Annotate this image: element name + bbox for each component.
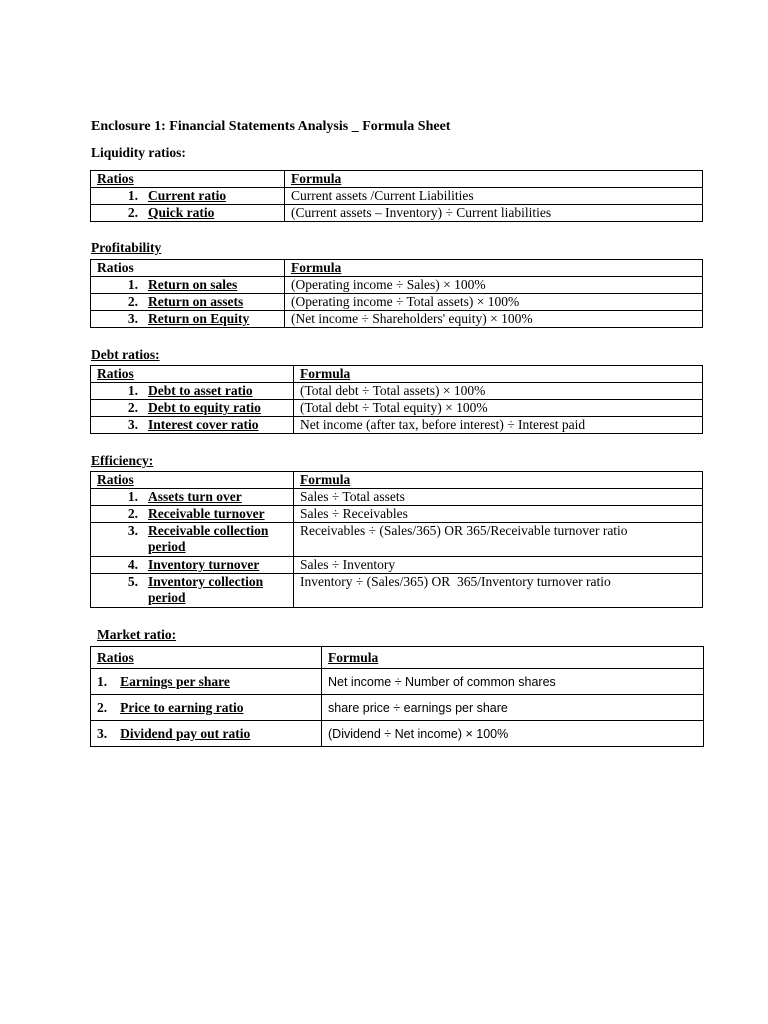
table-row: [91, 721, 704, 747]
formula-cell: Sales ÷ Total assets: [294, 489, 703, 506]
formula-cell: share price ÷ earnings per share: [322, 695, 704, 721]
formula-cell: Inventory ÷ (Sales/365) OR 365/Inventory turnover ratio: [294, 574, 703, 608]
ratio-name-cell: 3. Return on Equity: [91, 311, 285, 328]
formula-cell: Receivables ÷ (Sales/365) OR 365/Receivable turnover ratio: [294, 523, 703, 557]
formula-cell: (Dividend ÷ Net income) × 100%: [322, 721, 704, 747]
ratio-name-cell: 2. Return on assets: [91, 294, 285, 311]
formula-cell: (Net income ÷ Shareholders' equity) × 100%: [285, 311, 703, 328]
formula-cell: Net income (after tax, before interest) ÷ Interest paid: [294, 417, 703, 434]
ratio-name-cell: 2. Price to earning ratio: [91, 695, 322, 721]
formula-cell: Net income ÷ Number of common shares: [322, 669, 704, 695]
ratio-name-cell: 1. Return on sales: [91, 277, 285, 294]
market-table: [90, 646, 704, 747]
ratio-name-cell: 1. Assets turn over: [91, 489, 294, 506]
ratios-column-header: Ratios: [91, 647, 322, 669]
table-header-row: [91, 647, 704, 669]
formula-column-header: Formula: [294, 366, 703, 383]
formula-column-header: Formula: [322, 647, 704, 669]
ratios-column-header: Ratios: [91, 171, 285, 188]
formula-cell: (Operating income ÷ Sales) × 100%: [285, 277, 703, 294]
ratio-name-cell: 2. Debt to equity ratio: [91, 400, 294, 417]
page-title: Enclosure 1: Financial Statements Analysis _ Formula Sheet: [91, 119, 451, 134]
formula-column-header: Formula: [285, 260, 703, 277]
table-row: [91, 205, 703, 222]
ratio-name-cell: 4. Inventory turnover: [91, 557, 294, 574]
table-row: [91, 557, 703, 574]
table-header-row: [91, 472, 703, 489]
market-heading: Market ratio:: [97, 627, 177, 642]
table-header-row: [91, 366, 703, 383]
ratio-name-cell: 5. Inventory collection period: [91, 574, 294, 608]
table-row: [91, 574, 703, 608]
ratios-column-header: Ratios: [91, 472, 294, 489]
liquidity-table: [90, 170, 703, 222]
formula-cell: (Current assets – Inventory) ÷ Current liabilities: [285, 205, 703, 222]
ratio-name-cell: 1. Current ratio: [91, 188, 285, 205]
profitability-heading: Profitability: [91, 240, 162, 255]
table-row: [91, 311, 703, 328]
ratio-name-cell: 3. Interest cover ratio: [91, 417, 294, 434]
ratios-column-header: Ratios: [91, 366, 294, 383]
formula-cell: (Total debt ÷ Total assets) × 100%: [294, 383, 703, 400]
table-row: [91, 417, 703, 434]
table-row: [91, 400, 703, 417]
formula-cell: (Operating income ÷ Total assets) × 100%: [285, 294, 703, 311]
formula-column-header: Formula: [285, 171, 703, 188]
ratio-name-cell: 1. Debt to asset ratio: [91, 383, 294, 400]
ratio-name-cell: 1. Earnings per share: [91, 669, 322, 695]
formula-cell: Sales ÷ Inventory: [294, 557, 703, 574]
efficiency-heading: Efficiency:: [91, 453, 154, 468]
efficiency-table: [90, 471, 703, 608]
table-row: [91, 669, 704, 695]
profitability-table: [90, 259, 703, 328]
table-row: [91, 188, 703, 205]
formula-cell: Sales ÷ Receivables: [294, 506, 703, 523]
ratio-name-cell: 2. Quick ratio: [91, 205, 285, 222]
ratio-name-cell: 3. Receivable collection period: [91, 523, 294, 557]
table-header-row: [91, 260, 703, 277]
table-row: [91, 506, 703, 523]
table-row: [91, 277, 703, 294]
ratios-column-header: Ratios: [91, 260, 285, 277]
ratio-name-cell: 2. Receivable turnover: [91, 506, 294, 523]
table-row: [91, 523, 703, 557]
table-header-row: [91, 171, 703, 188]
table-row: [91, 695, 704, 721]
formula-cell: Current assets /Current Liabilities: [285, 188, 703, 205]
table-row: [91, 383, 703, 400]
liquidity-heading: Liquidity ratios:: [91, 145, 186, 160]
table-row: [91, 489, 703, 506]
debt-heading: Debt ratios:: [91, 347, 160, 362]
debt-table: [90, 365, 703, 434]
formula-column-header: Formula: [294, 472, 703, 489]
formula-cell: (Total debt ÷ Total equity) × 100%: [294, 400, 703, 417]
ratio-name-cell: 3. Dividend pay out ratio: [91, 721, 322, 747]
table-row: [91, 294, 703, 311]
